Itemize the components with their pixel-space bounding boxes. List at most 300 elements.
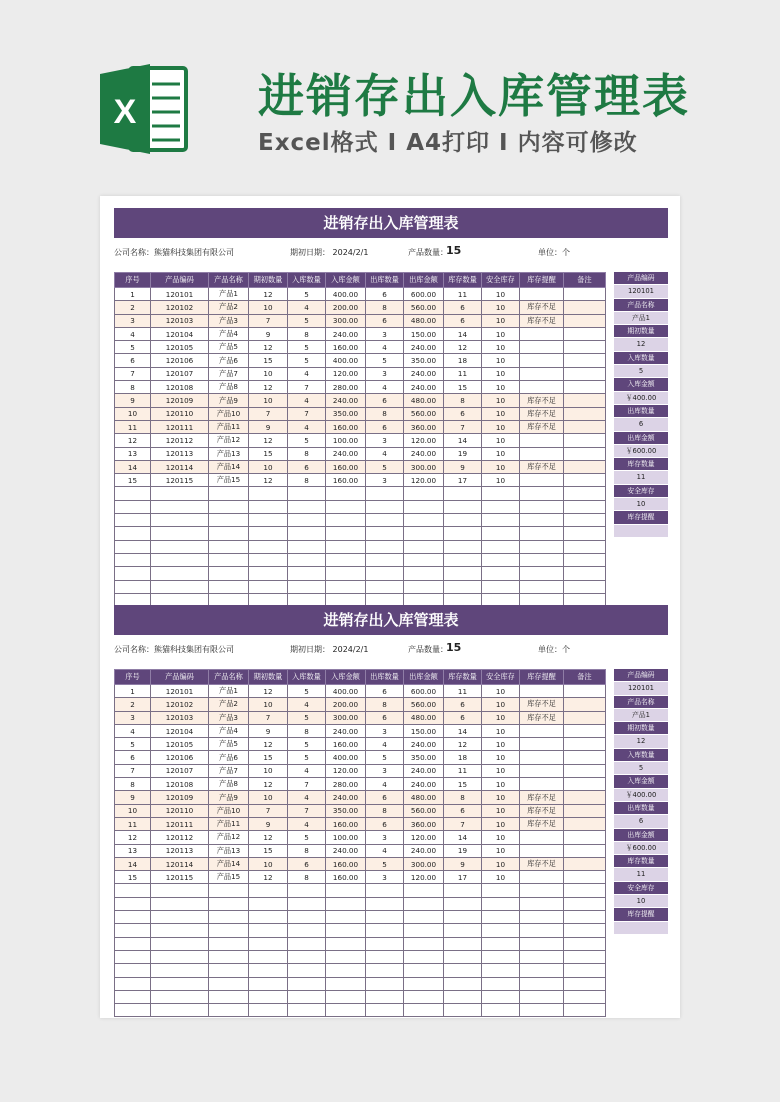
table-cell[interactable]: 3 — [366, 327, 404, 340]
table-cell[interactable]: 120103 — [151, 711, 209, 724]
table-cell[interactable]: 150.00 — [404, 327, 444, 340]
table-cell[interactable] — [564, 354, 606, 367]
table-cell[interactable] — [444, 1004, 482, 1017]
table-cell[interactable]: 产品4 — [209, 327, 249, 340]
table-cell[interactable] — [520, 871, 564, 884]
table-cell[interactable]: 7 — [115, 367, 151, 380]
table-cell[interactable] — [366, 540, 404, 553]
table-cell[interactable] — [564, 301, 606, 314]
table-cell[interactable] — [482, 487, 520, 500]
table-cell[interactable]: 10 — [482, 724, 520, 737]
table-cell[interactable]: 240.00 — [404, 367, 444, 380]
table-cell[interactable]: 库存不足 — [520, 857, 564, 870]
detail-value[interactable] — [614, 922, 668, 934]
table-cell[interactable] — [151, 527, 209, 540]
table-cell[interactable]: 产品5 — [209, 341, 249, 354]
table-cell[interactable] — [444, 527, 482, 540]
table-cell[interactable]: 10 — [482, 778, 520, 791]
table-cell[interactable]: 10 — [482, 844, 520, 857]
table-cell[interactable] — [482, 580, 520, 593]
table-cell[interactable] — [564, 407, 606, 420]
table-cell[interactable] — [444, 487, 482, 500]
table-cell[interactable] — [482, 1004, 520, 1017]
table-cell[interactable]: 8 — [288, 447, 326, 460]
table-cell[interactable]: 5 — [288, 434, 326, 447]
table-cell[interactable] — [288, 924, 326, 937]
table-cell[interactable] — [444, 884, 482, 897]
table-cell[interactable]: 360.00 — [404, 817, 444, 830]
table-cell[interactable] — [404, 500, 444, 513]
table-cell[interactable]: 9 — [444, 460, 482, 473]
table-cell[interactable] — [288, 567, 326, 580]
table-cell[interactable] — [366, 937, 404, 950]
table-cell[interactable] — [482, 897, 520, 910]
table-cell[interactable] — [115, 897, 151, 910]
table-cell[interactable]: 7 — [115, 764, 151, 777]
table-cell[interactable] — [564, 341, 606, 354]
table-cell[interactable]: 6 — [444, 804, 482, 817]
table-cell[interactable] — [482, 937, 520, 950]
table-cell[interactable]: 160.00 — [326, 871, 366, 884]
table-cell[interactable] — [444, 911, 482, 924]
table-cell[interactable]: 5 — [288, 738, 326, 751]
table-cell[interactable] — [564, 460, 606, 473]
table-cell[interactable]: 15 — [444, 778, 482, 791]
table-cell[interactable] — [366, 487, 404, 500]
table-cell[interactable]: 18 — [444, 751, 482, 764]
table-cell[interactable]: 480.00 — [404, 711, 444, 724]
table-cell[interactable] — [520, 831, 564, 844]
table-cell[interactable] — [209, 950, 249, 963]
table-cell[interactable] — [115, 527, 151, 540]
table-cell[interactable]: 350.00 — [326, 804, 366, 817]
table-cell[interactable]: 5 — [366, 857, 404, 870]
table-cell[interactable]: 10 — [249, 460, 288, 473]
table-cell[interactable]: 15 — [249, 354, 288, 367]
table-cell[interactable]: 10 — [482, 447, 520, 460]
table-cell[interactable] — [482, 977, 520, 990]
table-cell[interactable]: 480.00 — [404, 314, 444, 327]
table-cell[interactable] — [249, 884, 288, 897]
detail-value[interactable]: 120101 — [614, 682, 668, 694]
table-cell[interactable]: 560.00 — [404, 301, 444, 314]
table-cell[interactable]: 6 — [444, 711, 482, 724]
table-cell[interactable]: 120106 — [151, 751, 209, 764]
table-cell[interactable]: 产品2 — [209, 301, 249, 314]
table-cell[interactable]: 10 — [482, 434, 520, 447]
table-cell[interactable]: 12 — [444, 341, 482, 354]
table-cell[interactable] — [564, 487, 606, 500]
table-cell[interactable]: 10 — [482, 738, 520, 751]
table-cell[interactable]: 10 — [482, 698, 520, 711]
table-cell[interactable]: 12 — [115, 434, 151, 447]
table-cell[interactable] — [564, 327, 606, 340]
table-cell[interactable]: 480.00 — [404, 791, 444, 804]
table-cell[interactable]: 产品6 — [209, 354, 249, 367]
table-cell[interactable]: 产品10 — [209, 804, 249, 817]
table-cell[interactable] — [520, 288, 564, 301]
table-cell[interactable]: 8 — [288, 871, 326, 884]
table-cell[interactable] — [564, 514, 606, 527]
table-cell[interactable]: 7 — [249, 314, 288, 327]
table-cell[interactable]: 120111 — [151, 817, 209, 830]
table-cell[interactable] — [249, 580, 288, 593]
table-cell[interactable] — [288, 580, 326, 593]
table-cell[interactable]: 4 — [366, 447, 404, 460]
table-cell[interactable] — [404, 897, 444, 910]
table-cell[interactable]: 120115 — [151, 871, 209, 884]
table-cell[interactable] — [404, 487, 444, 500]
table-cell[interactable] — [249, 540, 288, 553]
table-cell[interactable] — [444, 950, 482, 963]
table-cell[interactable]: 6 — [115, 751, 151, 764]
table-cell[interactable] — [249, 553, 288, 566]
table-cell[interactable]: 12 — [249, 288, 288, 301]
table-cell[interactable] — [209, 527, 249, 540]
table-cell[interactable]: 560.00 — [404, 698, 444, 711]
table-cell[interactable] — [366, 1004, 404, 1017]
table-cell[interactable] — [520, 977, 564, 990]
table-cell[interactable]: 560.00 — [404, 407, 444, 420]
table-cell[interactable]: 8 — [288, 474, 326, 487]
table-cell[interactable] — [444, 990, 482, 1003]
table-cell[interactable]: 10 — [482, 817, 520, 830]
table-cell[interactable]: 3 — [366, 474, 404, 487]
table-cell[interactable] — [444, 964, 482, 977]
table-cell[interactable]: 12 — [249, 738, 288, 751]
table-cell[interactable]: 4 — [288, 394, 326, 407]
table-cell[interactable]: 480.00 — [404, 394, 444, 407]
table-cell[interactable] — [404, 553, 444, 566]
table-cell[interactable]: 19 — [444, 844, 482, 857]
detail-value[interactable]: 10 — [614, 895, 668, 907]
table-cell[interactable] — [326, 514, 366, 527]
table-cell[interactable]: 160.00 — [326, 738, 366, 751]
table-cell[interactable]: 120103 — [151, 314, 209, 327]
table-cell[interactable] — [151, 1004, 209, 1017]
table-cell[interactable]: 产品6 — [209, 751, 249, 764]
table-cell[interactable]: 5 — [366, 460, 404, 473]
table-cell[interactable] — [151, 514, 209, 527]
table-cell[interactable]: 产品12 — [209, 434, 249, 447]
table-cell[interactable] — [115, 884, 151, 897]
table-cell[interactable] — [520, 580, 564, 593]
table-cell[interactable] — [482, 884, 520, 897]
table-cell[interactable]: 120107 — [151, 764, 209, 777]
table-cell[interactable] — [326, 990, 366, 1003]
table-cell[interactable]: 350.00 — [404, 751, 444, 764]
table-cell[interactable] — [151, 500, 209, 513]
table-cell[interactable] — [520, 527, 564, 540]
table-cell[interactable] — [520, 447, 564, 460]
table-cell[interactable]: 3 — [115, 314, 151, 327]
table-cell[interactable]: 5 — [115, 341, 151, 354]
table-cell[interactable]: 400.00 — [326, 685, 366, 698]
table-cell[interactable]: 5 — [288, 751, 326, 764]
table-cell[interactable] — [444, 580, 482, 593]
table-cell[interactable] — [288, 911, 326, 924]
table-cell[interactable] — [326, 924, 366, 937]
table-cell[interactable] — [366, 990, 404, 1003]
table-cell[interactable]: 6 — [366, 420, 404, 433]
table-cell[interactable] — [520, 567, 564, 580]
table-cell[interactable] — [115, 500, 151, 513]
table-cell[interactable] — [564, 791, 606, 804]
table-cell[interactable]: 120111 — [151, 420, 209, 433]
table-cell[interactable]: 5 — [115, 738, 151, 751]
table-cell[interactable] — [520, 924, 564, 937]
table-cell[interactable] — [520, 1004, 564, 1017]
table-cell[interactable] — [209, 990, 249, 1003]
table-cell[interactable]: 120.00 — [404, 434, 444, 447]
table-cell[interactable] — [564, 950, 606, 963]
table-cell[interactable]: 120109 — [151, 394, 209, 407]
table-cell[interactable]: 240.00 — [326, 791, 366, 804]
table-cell[interactable]: 6 — [288, 857, 326, 870]
table-cell[interactable]: 10 — [482, 685, 520, 698]
table-cell[interactable]: 120115 — [151, 474, 209, 487]
table-cell[interactable] — [564, 857, 606, 870]
table-cell[interactable]: 6 — [366, 685, 404, 698]
table-cell[interactable] — [564, 817, 606, 830]
detail-value[interactable]: ￥400.00 — [614, 789, 668, 801]
table-cell[interactable] — [366, 580, 404, 593]
table-cell[interactable]: 6 — [366, 394, 404, 407]
table-cell[interactable]: 17 — [444, 474, 482, 487]
table-cell[interactable]: 8 — [115, 778, 151, 791]
table-cell[interactable]: 产品15 — [209, 474, 249, 487]
table-cell[interactable]: 产品2 — [209, 698, 249, 711]
table-cell[interactable]: 10 — [482, 871, 520, 884]
table-cell[interactable] — [151, 540, 209, 553]
table-cell[interactable] — [326, 897, 366, 910]
table-cell[interactable]: 100.00 — [326, 831, 366, 844]
detail-value[interactable]: ￥600.00 — [614, 842, 668, 854]
table-cell[interactable] — [564, 871, 606, 884]
table-cell[interactable]: 产品14 — [209, 460, 249, 473]
table-cell[interactable]: 4 — [288, 817, 326, 830]
table-cell[interactable]: 6 — [366, 791, 404, 804]
table-cell[interactable] — [404, 964, 444, 977]
table-cell[interactable]: 11 — [115, 817, 151, 830]
table-cell[interactable]: 350.00 — [326, 407, 366, 420]
table-cell[interactable]: 10 — [482, 354, 520, 367]
table-cell[interactable]: 3 — [115, 711, 151, 724]
table-cell[interactable]: 库存不足 — [520, 394, 564, 407]
table-cell[interactable] — [288, 937, 326, 950]
table-cell[interactable] — [444, 977, 482, 990]
table-cell[interactable] — [249, 937, 288, 950]
table-cell[interactable] — [564, 527, 606, 540]
table-cell[interactable]: 产品10 — [209, 407, 249, 420]
table-cell[interactable] — [115, 567, 151, 580]
table-cell[interactable]: 160.00 — [326, 341, 366, 354]
table-cell[interactable] — [564, 288, 606, 301]
table-cell[interactable] — [520, 911, 564, 924]
table-cell[interactable] — [444, 500, 482, 513]
table-cell[interactable]: 产品4 — [209, 724, 249, 737]
table-cell[interactable]: 5 — [288, 354, 326, 367]
table-cell[interactable]: 10 — [249, 857, 288, 870]
table-cell[interactable]: 120108 — [151, 381, 209, 394]
table-cell[interactable] — [288, 527, 326, 540]
table-cell[interactable] — [326, 964, 366, 977]
table-cell[interactable] — [288, 964, 326, 977]
table-cell[interactable] — [520, 367, 564, 380]
table-cell[interactable]: 1 — [115, 288, 151, 301]
table-cell[interactable] — [444, 567, 482, 580]
table-cell[interactable] — [115, 540, 151, 553]
table-cell[interactable]: 5 — [288, 685, 326, 698]
table-cell[interactable]: 4 — [366, 778, 404, 791]
table-cell[interactable]: 15 — [249, 447, 288, 460]
table-cell[interactable] — [482, 911, 520, 924]
table-cell[interactable]: 120105 — [151, 341, 209, 354]
table-cell[interactable] — [520, 937, 564, 950]
table-cell[interactable]: 15 — [115, 871, 151, 884]
table-cell[interactable] — [115, 950, 151, 963]
table-cell[interactable]: 6 — [366, 314, 404, 327]
table-cell[interactable] — [209, 937, 249, 950]
table-cell[interactable]: 200.00 — [326, 698, 366, 711]
table-cell[interactable]: 14 — [115, 857, 151, 870]
table-cell[interactable] — [326, 580, 366, 593]
table-cell[interactable] — [249, 514, 288, 527]
table-cell[interactable] — [564, 831, 606, 844]
table-cell[interactable]: 14 — [444, 724, 482, 737]
table-cell[interactable] — [482, 990, 520, 1003]
table-cell[interactable]: 8 — [366, 698, 404, 711]
table-cell[interactable] — [249, 990, 288, 1003]
table-cell[interactable] — [249, 897, 288, 910]
table-cell[interactable]: 240.00 — [404, 764, 444, 777]
table-cell[interactable]: 4 — [288, 698, 326, 711]
table-cell[interactable]: 120109 — [151, 791, 209, 804]
table-cell[interactable]: 库存不足 — [520, 711, 564, 724]
table-cell[interactable] — [115, 990, 151, 1003]
table-cell[interactable]: 240.00 — [326, 724, 366, 737]
table-cell[interactable]: 5 — [288, 711, 326, 724]
table-cell[interactable] — [151, 884, 209, 897]
table-cell[interactable]: 2 — [115, 301, 151, 314]
table-cell[interactable]: 12 — [249, 434, 288, 447]
table-cell[interactable]: 9 — [115, 791, 151, 804]
table-cell[interactable]: 120104 — [151, 327, 209, 340]
table-cell[interactable]: 120108 — [151, 778, 209, 791]
table-cell[interactable] — [520, 964, 564, 977]
table-cell[interactable] — [326, 500, 366, 513]
table-cell[interactable] — [115, 924, 151, 937]
detail-value[interactable] — [614, 525, 668, 537]
table-cell[interactable]: 15 — [115, 474, 151, 487]
table-cell[interactable]: 9 — [115, 394, 151, 407]
table-cell[interactable]: 4 — [115, 327, 151, 340]
table-cell[interactable]: 10 — [482, 460, 520, 473]
table-cell[interactable]: 库存不足 — [520, 698, 564, 711]
table-cell[interactable]: 7 — [288, 778, 326, 791]
table-cell[interactable] — [326, 937, 366, 950]
table-cell[interactable]: 160.00 — [326, 460, 366, 473]
table-cell[interactable]: 14 — [444, 434, 482, 447]
table-cell[interactable] — [520, 327, 564, 340]
table-cell[interactable]: 12 — [249, 381, 288, 394]
table-cell[interactable]: 10 — [482, 301, 520, 314]
table-cell[interactable] — [564, 500, 606, 513]
detail-value[interactable]: 11 — [614, 471, 668, 483]
table-cell[interactable]: 14 — [115, 460, 151, 473]
table-cell[interactable] — [115, 514, 151, 527]
table-cell[interactable] — [564, 804, 606, 817]
table-cell[interactable]: 5 — [288, 314, 326, 327]
table-cell[interactable]: 库存不足 — [520, 301, 564, 314]
table-cell[interactable] — [366, 977, 404, 990]
table-cell[interactable]: 产品8 — [209, 381, 249, 394]
table-cell[interactable] — [288, 514, 326, 527]
table-cell[interactable]: 19 — [444, 447, 482, 460]
table-cell[interactable]: 100.00 — [326, 434, 366, 447]
table-cell[interactable]: 7 — [249, 711, 288, 724]
table-cell[interactable]: 8 — [288, 844, 326, 857]
table-cell[interactable]: 120105 — [151, 738, 209, 751]
table-cell[interactable] — [564, 447, 606, 460]
table-cell[interactable] — [520, 751, 564, 764]
detail-value[interactable]: 6 — [614, 418, 668, 430]
table-cell[interactable]: 13 — [115, 844, 151, 857]
table-cell[interactable]: 280.00 — [326, 381, 366, 394]
table-cell[interactable]: 11 — [444, 685, 482, 698]
table-cell[interactable] — [326, 540, 366, 553]
table-cell[interactable] — [209, 897, 249, 910]
table-cell[interactable] — [520, 764, 564, 777]
table-cell[interactable]: 7 — [288, 804, 326, 817]
table-cell[interactable]: 8 — [366, 804, 404, 817]
table-cell[interactable]: 6 — [115, 354, 151, 367]
table-cell[interactable]: 3 — [366, 724, 404, 737]
table-cell[interactable]: 120.00 — [404, 474, 444, 487]
table-cell[interactable] — [288, 990, 326, 1003]
table-cell[interactable] — [564, 738, 606, 751]
table-cell[interactable]: 8 — [288, 724, 326, 737]
table-cell[interactable] — [209, 567, 249, 580]
table-cell[interactable]: 160.00 — [326, 474, 366, 487]
table-cell[interactable] — [404, 924, 444, 937]
table-cell[interactable]: 4 — [288, 367, 326, 380]
table-cell[interactable]: 600.00 — [404, 288, 444, 301]
table-cell[interactable] — [209, 884, 249, 897]
table-cell[interactable] — [520, 434, 564, 447]
detail-value[interactable]: ￥400.00 — [614, 392, 668, 404]
table-cell[interactable]: 3 — [366, 434, 404, 447]
table-cell[interactable]: 120.00 — [404, 831, 444, 844]
table-cell[interactable] — [404, 540, 444, 553]
table-cell[interactable] — [404, 527, 444, 540]
table-cell[interactable]: 240.00 — [404, 381, 444, 394]
table-cell[interactable] — [249, 527, 288, 540]
table-cell[interactable] — [520, 553, 564, 566]
table-cell[interactable] — [115, 1004, 151, 1017]
table-cell[interactable] — [366, 500, 404, 513]
table-cell[interactable]: 120.00 — [326, 764, 366, 777]
table-cell[interactable] — [151, 950, 209, 963]
table-cell[interactable]: 产品13 — [209, 844, 249, 857]
table-cell[interactable]: 240.00 — [404, 447, 444, 460]
table-cell[interactable] — [564, 685, 606, 698]
table-cell[interactable]: 160.00 — [326, 857, 366, 870]
table-cell[interactable] — [366, 950, 404, 963]
table-cell[interactable]: 120113 — [151, 447, 209, 460]
table-cell[interactable]: 14 — [444, 327, 482, 340]
table-cell[interactable]: 产品13 — [209, 447, 249, 460]
